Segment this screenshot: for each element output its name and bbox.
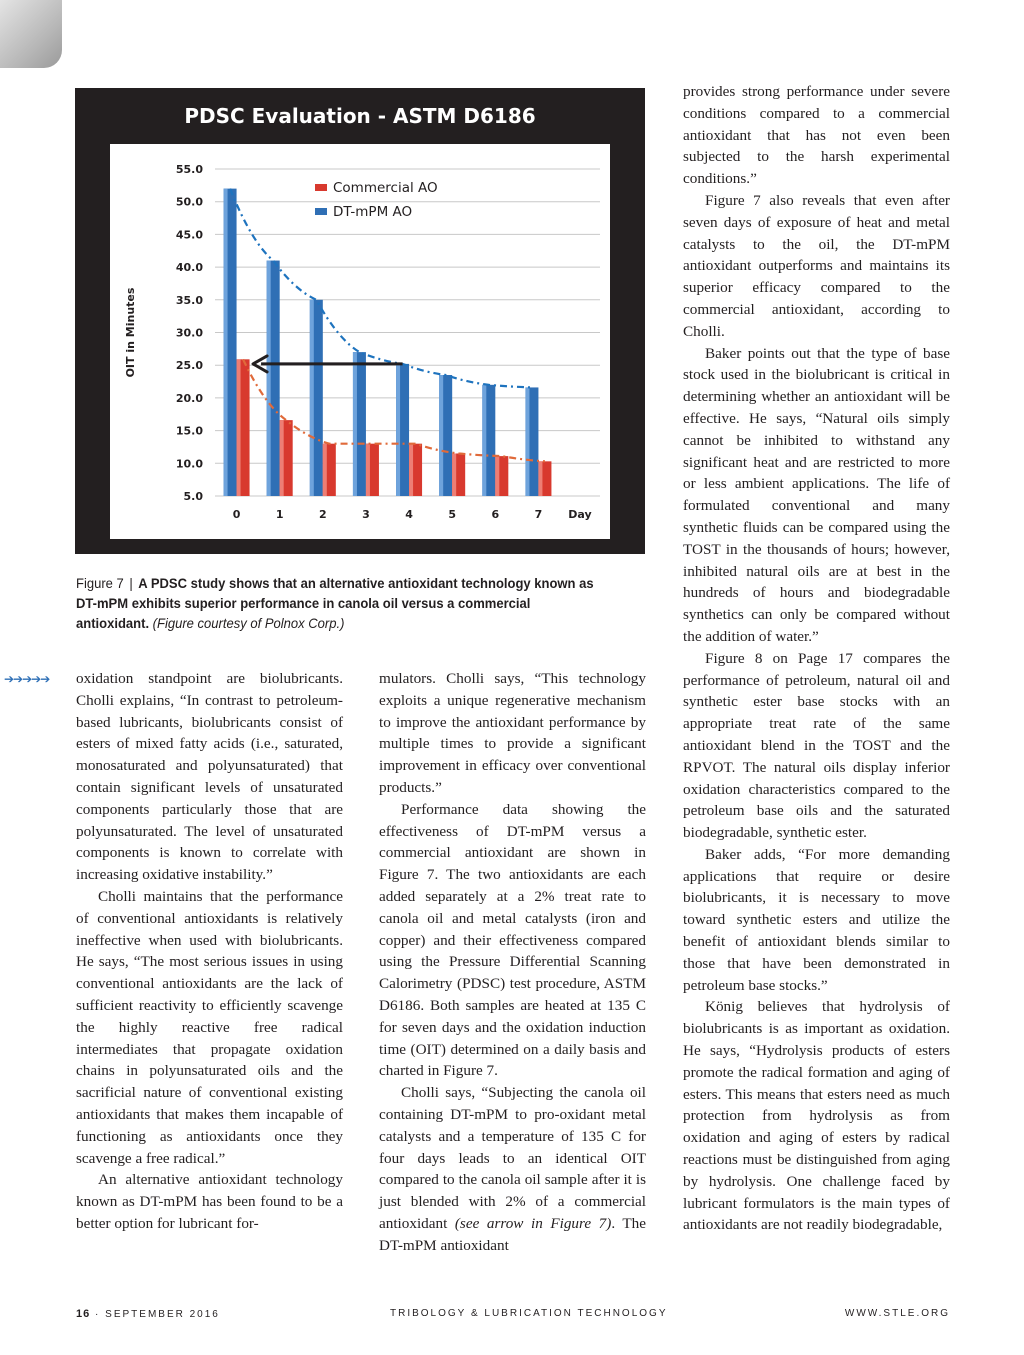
y-tick-label: 45.0 [175,228,203,242]
bar-commercial-highlight [495,456,499,496]
issue-date: SEPTEMBER 2016 [105,1309,220,1320]
paragraph: An alternative antioxidant technology known as DT-mPM has been found to be a better option for lubricant for- [76,1171,343,1232]
y-tick-label: 30.0 [175,326,203,340]
legend-swatch [315,208,327,215]
bar-commercial-highlight [237,359,241,496]
paragraph: provides strong performance under severe conditions compared to a commercial antioxidant that has not even been subjected to the harsh experimental conditions.” [683,83,950,188]
bar-dtmpm-highlight [224,189,228,496]
paragraph: Performance data showing the effectiveness of DT-mPM versus a commercial antioxidant are shown in Figure 7. The two antioxidants are each added separately at a 2% treat rate to canola oil and metal catalysts (iron and copper) and their effectiveness compared using the Pressure Differential Scanning Calorimetry (PDSC) test procedure, ASTM D6186. Both samples are heated at 135 C for seven days and the oxidation induction time (OIT) determined on a daily basis and charted in Figure 7. [379,800,646,1080]
paragraph: Figure 8 on Page 17 compares the performance of petroleum, natural oil and synthetic ester base stocks with an appropriate treat rate of the same antioxidant blend in the TOST and the RPVOT. The natural oils display inferior oxidation characteristics compared to the petroleum base oils and the saturated biodegradable, synthetic ester. [683,649,950,842]
paragraph: Baker points out that the type of base stock used in the biolubricant is critical in determining whether an antioxidant will be effective. He says, “Natural oils simply cannot be inhibited to withstand any significant heat and are restricted to more or less ambient applications. The life of formulated conventional and many synthetic fluids can be compared using the TOST in the thousands of hours; however, inhibited natural oils are at best in the hundreds of hours and biodegradable synthetics can only be compared without the addition of water.” [683,344,950,645]
chart-svg [110,144,610,539]
figure-caption [76,573,606,633]
x-tick-label: 3 [362,508,370,521]
paragraph: Cholli maintains that the performance of conventional antioxidants is relatively ineffective when used with biolubricants. He says, “The most serious issues in using conventional antioxidants are the lack of sufficient reactivity to efficiently scavenge the highly reactive free radical intermediates that propagate oxidation chains in polyunsaturated oils and the sacrificial nature of conventional existing antioxidants that makes them incapable of functioning as antioxidants once they scavenge a free radical.” [76,887,343,1167]
x-tick-label: 0 [232,508,241,521]
bar-dtmpm-highlight [310,300,314,496]
y-tick-label: 50.0 [175,195,203,209]
footer-left [76,1308,220,1320]
paragraph-text: Cholli says, “Subjecting the canola oil containing DT-mPM to pro-oxidant metal catalysts and a temperature of 135 C for four days leads to an identical OIT compared to the canola oil sample after it is just blended with 2% of a commercial antioxidant [379,1084,646,1232]
x-tick-label: 4 [405,508,413,521]
y-tick-label: 20.0 [175,391,203,405]
text-column-1 [76,668,343,1235]
bar-commercial-highlight [538,461,542,496]
bar-dtmpm-highlight [396,364,400,496]
chart-title: PDSC Evaluation - ASTM D6186 [184,104,536,128]
paragraph: mulators. Cholli says, “This technology exploits a unique regenerative mechanism to improve the antioxidant performance by multiple times to provide a significant improvement in efficacy over conventional products.” [379,670,646,796]
paragraph [379,1082,646,1256]
bar-dtmpm-highlight [267,261,271,496]
footer-dot: · [95,1309,101,1320]
legend-swatch [315,184,327,191]
y-tick-label: 35.0 [175,293,203,307]
chart-plot-area [110,144,610,539]
x-tick-label: 6 [491,508,500,521]
paragraph: Figure 7 also reveals that even after seven days of exposure of heat and metal catalysts to the oil, the DT-mPM antioxidant outperforms and maintains its superior efficacy compared to the commercial antioxidant, according to Cholli. [683,191,950,340]
y-tick-label: 15.0 [175,424,203,438]
bar-commercial-highlight [323,444,327,496]
x-tick-label: 1 [275,508,284,521]
paragraph: Baker adds, “For more demanding applications that require or desire biolubricants, it is necessary to move toward synthetic esters and utilize the benefit of antioxidant blends similar to those that have been demonstrated in petroleum base stocks.” [683,845,950,994]
bar-dtmpm-highlight [439,375,443,496]
x-tick-label: 2 [318,508,327,521]
legend-label: DT-mPM AO [333,204,413,220]
publication-name: TRIBOLOGY & LUBRICATION TECHNOLOGY [390,1308,668,1319]
bar-commercial-highlight [280,420,284,496]
bar-dtmpm-highlight [353,352,357,496]
bar-commercial-highlight [366,444,370,496]
y-tick-label: 5.0 [183,490,203,503]
paragraph-text: . The DT-mPM antioxidant [379,1214,646,1254]
legend-label: Commercial AO [333,180,438,196]
text-column-2 [379,668,646,1257]
paragraph: König believes that hydrolysis of biolubricants is as important as oxidation. He says, “Hydrolysis products of esters promote the radical formation and aging of esters. This means that esters need as much protection from hydrolysis as from oxidation and aging of esters by radical reactions must be distinguished from aging by hydrolysis. One challenge faced by lubricant formulators is the main types of antioxidants are not readily biodegradable, [683,998,950,1234]
bar-dtmpm-highlight [482,385,486,496]
y-tick-label: 40.0 [175,261,203,275]
bar-dtmpm-highlight [525,387,529,496]
x-tick-label: 5 [448,508,457,521]
y-axis-label: OIT in Minutes [124,287,137,378]
y-tick-label: 10.0 [175,457,203,471]
page-corner-tab [0,0,62,68]
paragraph: oxidation standpoint are biolubricants. Cholli explains, “In contrast to petroleum-based lubricants, biolubricants consist of esters of mixed fatty acids (i.e., saturated, monosaturated and polyunsaturated) that contain significant levels of unsaturated components particularly those that are polyunsaturated. The level of unsaturated components is known to correlate with increasing oxidative instability.” [76,670,343,884]
x-axis-label: Day [568,508,592,521]
y-tick-label: 25.0 [175,359,203,373]
website-link[interactable]: WWW.STLE.ORG [844,1308,950,1319]
caption-label: Figure 7 [76,575,124,591]
caption-credit: (Figure courtesy of Polnox Corp.) [152,615,345,631]
continued-arrows-icon: ➔➔➔➔➔ [4,672,50,686]
figure-7-chart [75,88,645,554]
caption-separator: | [129,575,133,591]
x-tick-label: 7 [534,508,543,521]
figure-reference: (see arrow in Figure 7) [454,1214,612,1232]
bar-commercial-highlight [452,453,456,496]
y-tick-label: 55.0 [175,163,203,176]
caption-bold-text: A PDSC study shows that an alternative antioxidant technology known as DT-mPM exhibits superior performance in canola oil versus a commercial antioxidant. [76,575,594,631]
bar-commercial-highlight [409,444,413,496]
page-number: 16 [76,1308,91,1320]
text-column-3 [683,81,950,1236]
